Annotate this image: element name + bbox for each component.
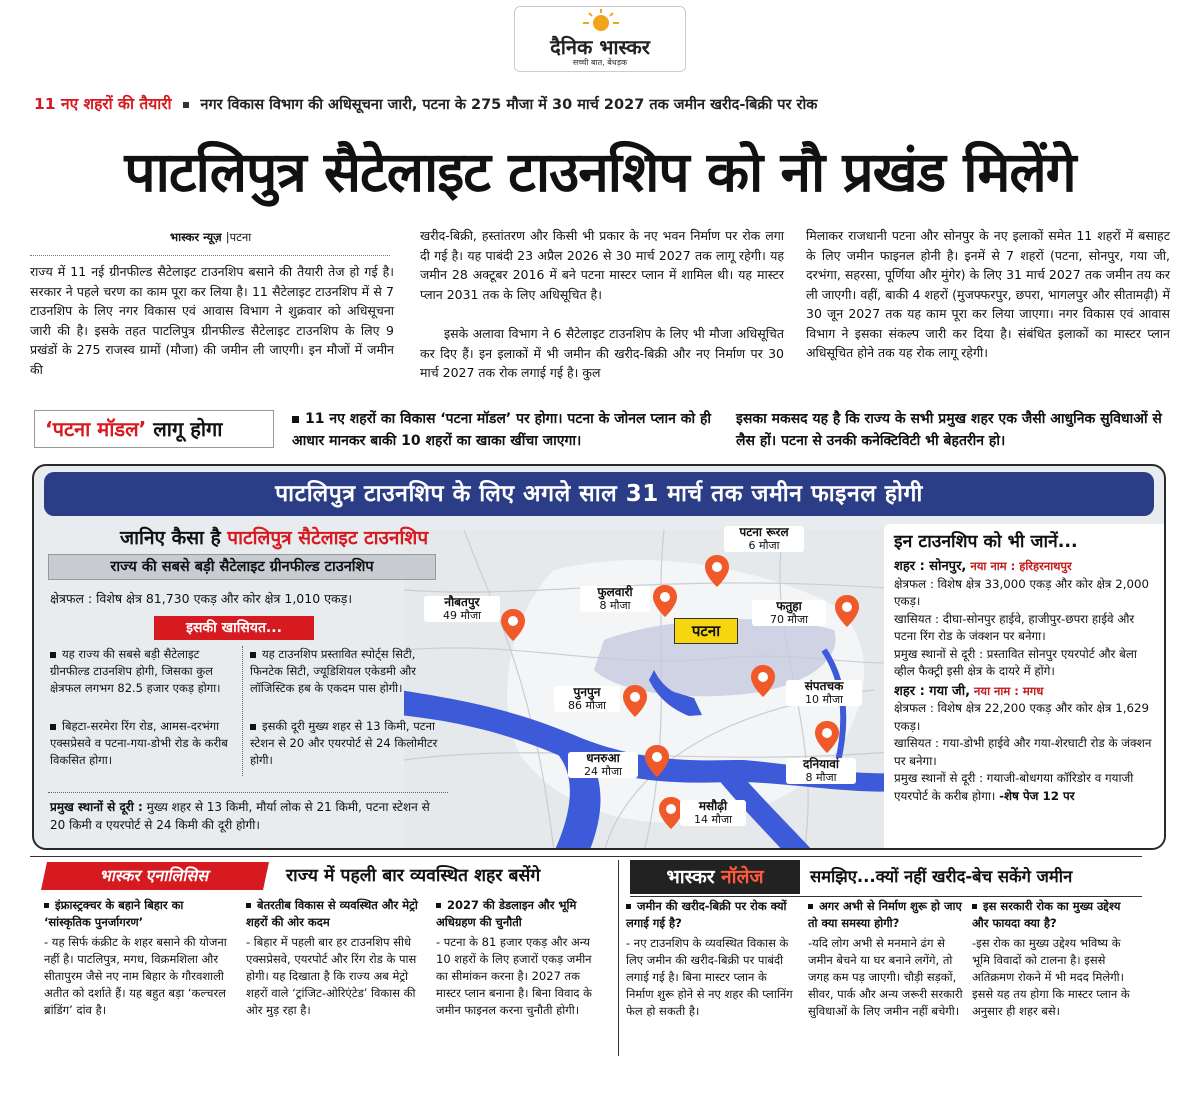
mauza-label: मौजा (711, 813, 732, 826)
byline-agency: भास्कर न्यूज़ (170, 230, 222, 244)
analysis-headline: राज्य में पहली बार व्यवस्थित शहर बसेंगे (286, 866, 541, 886)
place-count: 49 (443, 609, 458, 622)
knowledge-col-1-q (626, 898, 798, 932)
place-name: नौबतपुर (444, 595, 480, 609)
analysis-col-3-text: - पटना के 81 हजार एकड़ और अन्य 10 शहरों के लिए हजारों एकड़ जमीन का सीमांकन करना है। 2027 तक मास्टर प्लान बनाना है। बिना विवाद के जमीन फाइनल करना चुनौती होगी। (436, 935, 593, 1017)
place-count: 14 (694, 813, 709, 826)
analysis-col-3-q-text: 2027 की डेडलाइन और भूमि अधिग्रहण की चुनौती (436, 898, 577, 929)
place-name: पुनपुन (573, 685, 601, 699)
map-label-punpun (554, 686, 620, 712)
analysis-col-1 (44, 897, 230, 1019)
mauza-label: मौजा (787, 613, 808, 626)
masthead-tagline: सच्ची बात, बेधड़क (572, 58, 628, 67)
analysis-col-2-text: - बिहार में पहली बार हर टाउनशिप सीधे एक्सप्रेसवे, एयरपोर्ट और रिंग रोड के पास होगी। यह दिखाता है कि राज्य अब मेट्रो शहरों वाले ‘ट्रांजिट-ओरिएंटेड’ विकास की ओर मुड़ रहा है। (246, 935, 417, 1017)
info-distance-text: मुख्य शहर से 13 किमी, मौर्या लोक से 21 किमी, पटना स्टेशन से 20 किमी व एयरपोर्ट से 24 किमी की दूरी होगी। (50, 800, 430, 832)
patna-model-right: इसका मकसद यह है कि राज्य के सभी प्रमुख शहर एक जैसी आधुनिक सुविधाओं से लैस हों। पटना से उनकी कनेक्टिविटी भी बेहतरीन हो। (736, 411, 1162, 449)
pin-icon-naubatpur (500, 608, 526, 642)
body-col-1: राज्य में 11 नई ग्रीनफील्ड सैटेलाइट टाउनशिप बसाने की तैयारी तेज हो गई है। सरकार ने पहले चरण का काम पूरा कर लिया है। 11 सैटेलाइट टाउनशिप में से 7 टाउनशिप के लिए नगर विकास एवं आवास विभाग ने शुक्रवार को अधिसूचना जारी की है। इसके तहत पाटलिपुत्र ग्रीनफील्ड सैटेलाइट टाउनशिप के लिए 9 प्रखंडों के 275 राजस्व ग्रामों (मौजा) की जमीन ली जाएगी। इन मौजों में जमीन की (30, 264, 394, 377)
knowledge-tag-b: नॉलेज (721, 866, 764, 888)
patna-model-rest: लागू होगा (146, 417, 223, 441)
side-city-1-distance: प्रमुख स्थानों से दूरी : प्रस्तावित सोनपुर एयरपोर्ट और बेला व्हील फैक्ट्री इसी क्षेत्र के दायरे में होंगे। (894, 646, 1137, 678)
side-title: इन टाउनशिप को भी जानें... (894, 532, 1078, 552)
knowledge-col-3 (972, 898, 1138, 1020)
analysis-col-2 (246, 897, 426, 1019)
knowledge-col-2-q (808, 898, 964, 932)
place-name: दनियावां (803, 757, 839, 771)
analysis-col-3 (436, 897, 606, 1019)
section-divider (618, 860, 619, 1056)
info-feature-4-text: इसकी दूरी मुख्य शहर से 13 किमी, पटना स्टेशन से 20 और एयरपोर्ट से 24 किलोमीटर होगी। (250, 719, 438, 767)
info-graphic (32, 464, 1166, 850)
knowledge-col-3-q-text: इस सरकारी रोक का मुख्य उद्देश्य और फायदा क्या है? (972, 899, 1121, 930)
map-label-sampatchak (786, 680, 862, 706)
side-city-2-feature: खासियत : गया-डोभी हाईवे और गया-शेरघाटी रोड के जंक्शन पर बनेगा। (894, 736, 1152, 768)
info-feature-1 (50, 646, 236, 697)
byline-rule (30, 255, 390, 256)
byline-city: पटना (229, 230, 252, 244)
pin-icon-sampatchak (750, 664, 776, 698)
knowledge-headline: समझिए...क्यों नहीं खरीद-बेच सकेंगे जमीन (810, 867, 1073, 886)
side-city-2-distance-text: प्रमुख स्थानों से दूरी : गयाजी-बोधगया कॉरिडोर व गयाजी एयरपोर्ट के करीब होगा। (894, 771, 1134, 803)
patna-model-tag (34, 410, 274, 448)
body-col-2a: खरीद-बिक्री, हस्तांतरण और किसी भी प्रकार के नए भवन निर्माण पर रोक लगा दी गई है। यह पाबंदी 23 अप्रैल 2026 से 30 मार्च 2027 तक लागू रहेगी। यह जमीन 28 अक्टूबर 2016 में बने पटना मास्टर प्लान में शामिल थी। यह मास्टर प्लान 2031 तक के लिए अधिसूचित है। (420, 228, 784, 302)
knowledge-tag-a: भास्कर (666, 866, 715, 888)
knowledge-col-1-q-text: जमीन की खरीद-बिक्री पर रोक क्यों लगाई गई है? (626, 899, 787, 930)
info-feature-2 (50, 718, 236, 769)
info-feature-3 (250, 646, 446, 697)
info-title-pre: जानिए कैसा है (120, 527, 228, 549)
pin-icon-phulwari (652, 584, 678, 618)
byline: भास्कर न्यूज़ |पटना (170, 230, 252, 244)
side-city-1-feature: खासियत : दीघा-सोनपुर हाईवे, हाजीपुर-छपरा हाईवे और पटना रिंग रोड के जंक्शन पर बनेगा। (894, 611, 1135, 643)
knowledge-col-2-text: -यदि लोग अभी से मनमाने ढंग से जमीन बेचने या घर बनाने लगेंगे, तो जगह कम पड़ जाएगी। चौड़ी सड़कों, सीवर, पार्क और अन्य जरूरी सरकारी सुविधाओं के लिए जमीन नहीं बचेगी। (808, 936, 963, 1018)
place-count: 6 (748, 539, 756, 552)
place-count: 70 (770, 613, 785, 626)
pin-icon-daniyawan (814, 720, 840, 754)
knowledge-tag (630, 860, 800, 894)
kicker-tag: 11 नए शहरों की तैयारी (34, 95, 172, 113)
map-label-phulwari (580, 586, 650, 612)
patna-model-left (292, 408, 718, 452)
pin-icon-fatuha (834, 594, 860, 628)
info-title-red: पाटलिपुत्र सैटेलाइट टाउनशिप (227, 527, 429, 549)
place-count: 86 (568, 699, 583, 712)
info-distance (50, 798, 446, 834)
knowledge-col-2-q-text: अगर अभी से निर्माण शुरू हो जाए तो क्या समस्या होगी? (808, 899, 962, 930)
kicker-bullet (183, 102, 189, 108)
place-name: धनरुआ (586, 751, 620, 765)
place-count: 10 (805, 693, 820, 706)
place-name: फुलवारी (597, 585, 633, 599)
place-count: 8 (805, 771, 813, 784)
info-distance-label: प्रमुख स्थानों से दूरी : (50, 800, 143, 814)
map-label-masaurhi (680, 800, 746, 826)
side-city-2-name: शहर : गया जी, (894, 683, 971, 699)
kicker-text: नगर विकास विभाग की अधिसूचना जारी, पटना के 275 मौजा में 30 मार्च 2027 तक जमीन खरीद-बिक्री पर रोक (200, 97, 818, 113)
side-city-2-distance (894, 770, 1156, 805)
info-feature-3-text: यह टाउनशिप प्रस्तावित स्पोर्ट्स सिटी, फिनटेक सिटी, ज्यूडिशियल एकेडमी और लॉजिस्टिक हब के एकदम पास होगी। (250, 647, 416, 695)
side-city-1-name: शहर : सोनपुर, (894, 559, 967, 574)
info-distance-rule (48, 792, 448, 793)
side-city-1-area: क्षेत्रफल : विशेष क्षेत्र 33,000 एकड़ और कोर क्षेत्र 2,000 एकड़। (894, 576, 1149, 608)
knowledge-col-3-q (972, 898, 1138, 932)
side-city-2-new: नया नाम : मगध (970, 683, 1044, 698)
map-label-dhanarua (568, 752, 638, 778)
map-label-patna-rural (724, 526, 804, 552)
analysis-col-1-text: - यह सिर्फ कंक्रीट के शहर बसाने की योजना नहीं है। पाटलिपुत्र, मगध, विक्रमशिला और सीतापुरम जैसे नए नाम बिहार के गौरवशाली अतीत को दर्शाते हैं। यह बहुत बड़ा ‘कल्चरल ब्रांडिंग’ दांव है। (44, 935, 227, 1017)
analysis-col-1-q-text: इंफ्रास्ट्रक्चर के बहाने बिहार का ‘सांस्कृतिक पुनर्जागरण’ (44, 898, 184, 929)
place-name: मसौढ़ी (698, 799, 728, 813)
continued-note: -शेष पेज 12 पर (999, 788, 1075, 803)
mauza-label: मौजा (759, 539, 780, 552)
info-features-title: इसकी खासियत... (154, 616, 314, 640)
knowledge-col-2 (808, 898, 964, 1020)
banner-text: पाटलिपुत्र टाउनशिप के लिए अगले साल 31 मार्च तक जमीन फाइनल होगी (275, 481, 923, 507)
info-subtitle: राज्य की सबसे बड़ी सैटेलाइट ग्रीनफील्ड टाउनशिप (48, 554, 436, 580)
knowledge-col-1-text: - नए टाउनशिप के व्यवस्थित विकास के लिए जमीन की खरीद-बिक्री पर पाबंदी लगाई गई है। बिना मास्टर प्लान के निर्माण शुरू होने से नए शहर की प्लानिंग फेल हो सकती है। (626, 936, 793, 1018)
patna-model-quote: ‘पटना मॉडल’ (45, 417, 147, 441)
info-feature-2-text: बिहटा-सरमेरा रिंग रोड, आमस-दरभंगा एक्सप्रेसवे व पटना-गया-डोभी रोड के करीब विकसित होगा। (50, 719, 228, 767)
mauza-label: मौजा (585, 699, 606, 712)
place-count: 8 (599, 599, 607, 612)
mauza-label: मौजा (816, 771, 837, 784)
analysis-tag: भास्कर एनालिसिस (41, 862, 269, 890)
side-panel (884, 524, 1166, 850)
masthead (514, 6, 686, 72)
analysis-col-2-q-text: बेतरतीब विकास से व्यवस्थित और मेट्रो शहरों की ओर कदम (246, 898, 418, 929)
analysis-col-1-q (44, 897, 230, 931)
map-label-daniyawan (786, 758, 856, 784)
pin-icon-dhanarua (644, 744, 670, 778)
place-name: संपतचक (804, 679, 844, 693)
info-feature-4 (250, 718, 446, 769)
info-area: क्षेत्रफल : विशेष क्षेत्र 81,730 एकड़ और कोर क्षेत्र 1,010 एकड़। (50, 591, 353, 606)
mauza-label: मौजा (822, 693, 843, 706)
kicker (34, 92, 1174, 114)
bottom-rule (30, 856, 1142, 857)
knowledge-col-1 (626, 898, 798, 1020)
mauza-label: मौजा (610, 599, 631, 612)
info-title (120, 524, 428, 550)
side-city-1-new: नया नाम : हरिहरनाथपुर (966, 559, 1072, 573)
side-city-2-area: क्षेत्रफल : विशेष क्षेत्र 22,200 एकड़ और कोर क्षेत्र 1,629 एकड़। (894, 701, 1149, 733)
sun-logo-icon (581, 9, 621, 33)
headline: पाटलिपुत्र सैटेलाइट टाउनशिप को नौ प्रखंड मिलेंगे (124, 140, 1076, 204)
mauza-label: मौजा (460, 609, 481, 622)
side-city-2 (894, 683, 1156, 701)
map-label-patna-center: पटना (674, 618, 738, 644)
place-count: 24 (584, 765, 599, 778)
analysis-col-3-q (436, 897, 606, 931)
map-label-fatuha (752, 600, 826, 626)
place-name: फतुहा (776, 599, 802, 613)
mauza-label: मौजा (601, 765, 622, 778)
side-city-1 (894, 558, 1156, 576)
body-col-3: मिलाकर राजधानी पटना और सोनपुर के नए इलाकों समेत 11 शहरों में बसाहट के लिए जमीन फाइनल होनी है। इनमें से 7 शहरों (पटना, सोनपुर, गया जी, दरभंगा, सहरसा, पूर्णिया और मुंगेर) के लिए 31 मार्च 2027 तक जमीन तय कर ली जाएगी। वहीं, बाकी 4 शहरों (मुजफ्फरपुर, छपरा, भागलपुर और सीतामढ़ी) में 30 जून 2027 तक यह काम पूरा कर लिया जाएगा। नगर विकास एवं आवास विभाग ने इसका संकल्प जारी कर दिया है। संबंधित इलाकों का मास्टर प्लान अधिसूचित होने तक यह रोक लागू रहेगी। (806, 228, 1170, 360)
info-feature-divider (242, 646, 243, 776)
analysis-col-2-q (246, 897, 426, 931)
masthead-name: दैनिक भास्कर (550, 35, 650, 59)
patna-model-strip (30, 404, 1172, 456)
pin-icon-patna-rural (704, 554, 730, 588)
info-feature-1-text: यह राज्य की सबसे बड़ी सैटेलाइट ग्रीनफील्ड टाउनशिप होगी, जिसका कुल क्षेत्रफल लगभग 82.5 हजार एकड़ होगा। (50, 647, 221, 695)
knowledge-rule (630, 896, 1142, 897)
place-name: पटना रूरल (739, 525, 789, 539)
patna-model-left-text: 11 नए शहरों का विकास ‘पटना मॉडल’ पर होगा। पटना के जोनल प्लान को ही आधार मानकर बाकी 10 शहरों का खाका खींचा जाएगा। (292, 411, 712, 449)
body-col-2b: इसके अलावा विभाग ने 6 सैटेलाइट टाउनशिप के लिए भी मौजा अधिसूचित कर दिए हैं। इन इलाकों में भी जमीन की खरीद-बिक्री और नए निर्माण पर 30 मार्च 2027 तक रोक लगाई गई है। कुल (420, 326, 784, 380)
knowledge-col-3-text: -इस रोक का मुख्य उद्देश्य भविष्य के भूमि विवादों को टालना है। इससे अतिक्रमण रोकने में भी मदद मिलेगी। इससे यह तय होगा कि मास्टर प्लान के अनुसार ही शहर बसे। (972, 936, 1130, 1018)
pin-icon-punpun (622, 684, 648, 718)
